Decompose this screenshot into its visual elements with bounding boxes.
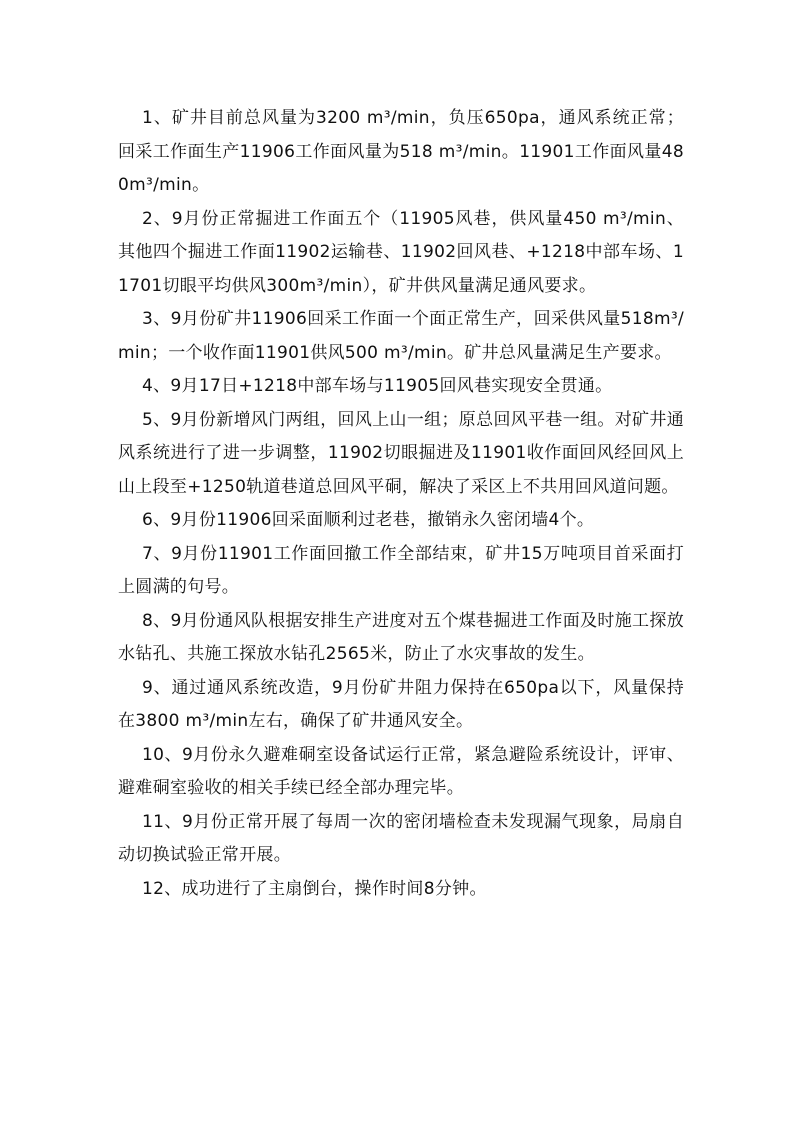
paragraph-11: 11、9月份正常开展了每周一次的密闭墙检查未发现漏气现象，局扇自动切换试验正常开展。 [118,811,684,865]
paragraph-1: 1、矿井目前总风量为3200 m³/min，负压650pa，通风系统正常；回采工作面生产11906工作面风量为518 m³/min。11901工作面风量480m³/min。 [118,108,684,195]
paragraph-5: 5、9月份新增风门两组，回风上山一组；原总回风平巷一组。对矿井通风系统进行了进一步调整，11902切眼掘进及11901收作面回风经回风上山上段至+1250轨道巷道总回风平硐，解决了采区上不共用回风道问题。 [118,409,684,497]
paragraph-12: 12、成功进行了主扇倒台，操作时间8分钟。 [142,878,487,899]
paragraph-3: 3、9月份矿井11906回采工作面一个面正常生产，回采供风量518m³/min；一个收作面11901供风500 m³/min。矿井总风量满足生产要求。 [118,309,684,363]
paragraph-10: 10、9月份永久避难硐室设备试运行正常，紧急避险系统设计，评审、避难硐室验收的相关手续已经全部办理完毕。 [118,744,684,798]
document-body [118,102,684,906]
paragraph-6: 6、9月份11906回采面顺利过老巷，撤销永久密闭墙4个。 [142,510,595,530]
paragraph-9: 9、通过通风系统改造，9月份矿井阻力保持在650pa以下，风量保持在3800 m³/min左右，确保了矿井通风安全。 [118,677,684,731]
paragraph-2: 2、9月份正常掘进工作面五个（11905风巷，供风量450 m³/min、其他四个掘进工作面11902运输巷、11902回风巷、+1218中部车场、11701切眼平均供风300m³/min），矿井供风量满足通风要求。 [118,208,684,296]
paragraph-7: 7、9月份11901工作面回撤工作全部结束，矿井15万吨项目首采面打上圆满的句号。 [118,543,684,597]
paragraph-4: 4、9月17日+1218中部车场与11905回风巷实现安全贯通。 [142,376,613,396]
paragraph-8: 8、9月份通风队根据安排生产进度对五个煤巷掘进工作面及时施工探放水钻孔、共施工探放水钻孔2565米，防止了水灾事故的发生。 [118,610,684,664]
